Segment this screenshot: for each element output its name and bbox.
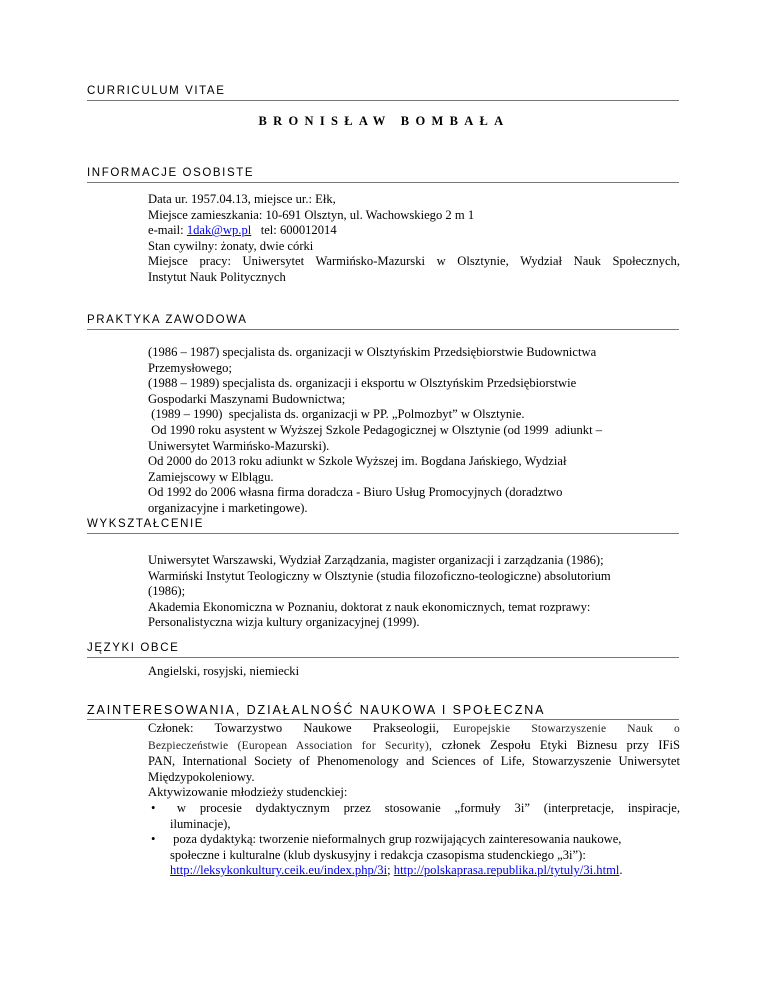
memberships-c: Bezpieczeństwie (European Association for Security),	[148, 739, 433, 752]
personal-section	[148, 192, 680, 286]
heading-interests: ZAINTERESOWANIA, DZIAŁALNOŚĆ NAUKOWA I SPOŁECZNA	[87, 703, 679, 720]
workplace-line2: Instytut Nauk Politycznych	[148, 269, 286, 284]
experience-line: Od 1990 roku asystent w Wyższej Szkole Pedagogicznej w Olsztynie (od 1999 adiunkt –	[148, 422, 603, 437]
activities-list	[148, 801, 680, 879]
education-line: Uniwersytet Warszawski, Wydział Zarządzania, magister organizacji i zarządzania (1986);	[148, 553, 604, 567]
education-line: Warmiński Instytut Teologiczny w Olsztynie (studia filozoficzno-teologiczne) absolutorium	[148, 568, 611, 583]
experience-section	[148, 345, 680, 517]
interests-section	[148, 721, 680, 879]
languages-text: Angielski, rosyjski, niemiecki	[148, 664, 300, 678]
list-item	[148, 832, 680, 879]
experience-line: Uniwersytet Warmińsko-Mazurski).	[148, 438, 330, 453]
residence-info: Miejsce zamieszkania: 10-691 Olsztyn, ul. Wachowskiego 2 m 1	[148, 207, 475, 222]
experience-line: Od 1992 do 2006 własna firma doradcza - Biuro Usług Promocyjnych (doradztwo	[148, 485, 563, 500]
experience-line: (1989 – 1990) specjalista ds. organizacji w PP. „Polmozbyt” w Olsztynie.	[148, 407, 525, 422]
bullet1-line2: iluminacje),	[170, 816, 231, 831]
experience-line: organizacyjne i marketingowe).	[148, 500, 308, 515]
email-label: e-mail:	[148, 223, 187, 238]
interests-line1	[148, 721, 680, 738]
interests-line3: PAN, International Society of Phenomenology and Sciences of Life, Stowarzyszenie Uniwersytet	[148, 754, 680, 769]
interests-line2	[148, 738, 680, 755]
memberships-b: Europejskie Stowarzyszenie Nauk o	[453, 723, 680, 735]
bullet1-line1: w procesie dydaktycznym przez stosowanie „formuły 3i” (interpretacje, inspiracje,	[170, 800, 680, 815]
link-end: .	[619, 863, 623, 878]
list-item	[148, 801, 680, 832]
email-link[interactable]: 1dak@wp.pl	[186, 223, 252, 238]
heading-personal: INFORMACJE OSOBISTE	[87, 166, 679, 183]
experience-line: Zamiejscowy w Elblągu.	[148, 469, 274, 484]
bullet-icon: •	[151, 800, 156, 815]
experience-line: (1986 – 1987) specjalista ds. organizacji w Olsztyńskim Przedsiębiorstwie Budownictwa	[148, 345, 597, 359]
workplace-line1: Miejsce pracy: Uniwersytet Warmińsko-Mazurski w Olsztynie, Wydział Nauk Społecznych,	[148, 254, 680, 269]
interests-line5: Aktywizowanie młodzieży studenckiej:	[148, 785, 348, 800]
person-name: BRONISŁAW BOMBAŁA	[258, 114, 510, 128]
bullet2-line1: poza dydaktyką: tworzenie nieformalnych grup rozwijających zainteresowania naukowe,	[170, 832, 622, 847]
link-separator: ;	[387, 863, 394, 878]
education-line: (1986);	[148, 584, 186, 599]
phone-info: tel: 600012014	[260, 223, 337, 238]
heading-languages: JĘZYKI OBCE	[87, 641, 679, 658]
heading-education: WYKSZTAŁCENIE	[87, 517, 679, 534]
cv-title: CURRICULUM VITAE	[87, 84, 679, 101]
education-line: Personalistyczna wizja kultury organizacyjnej (1999).	[148, 615, 420, 630]
memberships-d: członek Zespołu Etyki Biznesu przy IFiS	[432, 737, 680, 752]
experience-line: Przemysłowego;	[148, 360, 232, 375]
memberships-a: Członek: Towarzystwo Naukowe Prakseologii,	[148, 721, 454, 735]
birth-info: Data ur. 1957.04.13, miejsce ur.: Ełk,	[148, 192, 336, 206]
education-section	[148, 553, 680, 631]
languages-section	[148, 664, 680, 680]
interests-line4: Międzypokoleniowy.	[148, 769, 255, 784]
experience-line: Gospodarki Maszynami Budownictwa;	[148, 391, 346, 406]
bullet2-line2: społeczne i kulturalne (klub dyskusyjny i redakcja czasopisma studenckiego „3i”):	[170, 847, 586, 862]
experience-line: (1988 – 1989) specjalista ds. organizacji i eksportu w Olsztyńskim Przedsiębiorstwie	[148, 376, 577, 391]
education-line: Akademia Ekonomiczna w Poznaniu, doktorat z nauk ekonomicznych, temat rozprawy:	[148, 599, 591, 614]
experience-line: Od 2000 do 2013 roku adiunkt w Szkole Wyższej im. Bogdana Jańskiego, Wydział	[148, 454, 567, 469]
bullet-icon: •	[151, 832, 156, 847]
links-line	[170, 863, 680, 879]
marital-info: Stan cywilny: żonaty, dwie córki	[148, 238, 314, 253]
link-leksykon[interactable]: http://leksykonkultury.ceik.eu/index.php/3i	[170, 863, 388, 878]
heading-experience: PRAKTYKA ZAWODOWA	[87, 313, 679, 330]
link-polskaprasa[interactable]: http://polskaprasa.republika.pl/tytuly/3i.html	[393, 863, 620, 878]
contact-line	[148, 223, 680, 239]
